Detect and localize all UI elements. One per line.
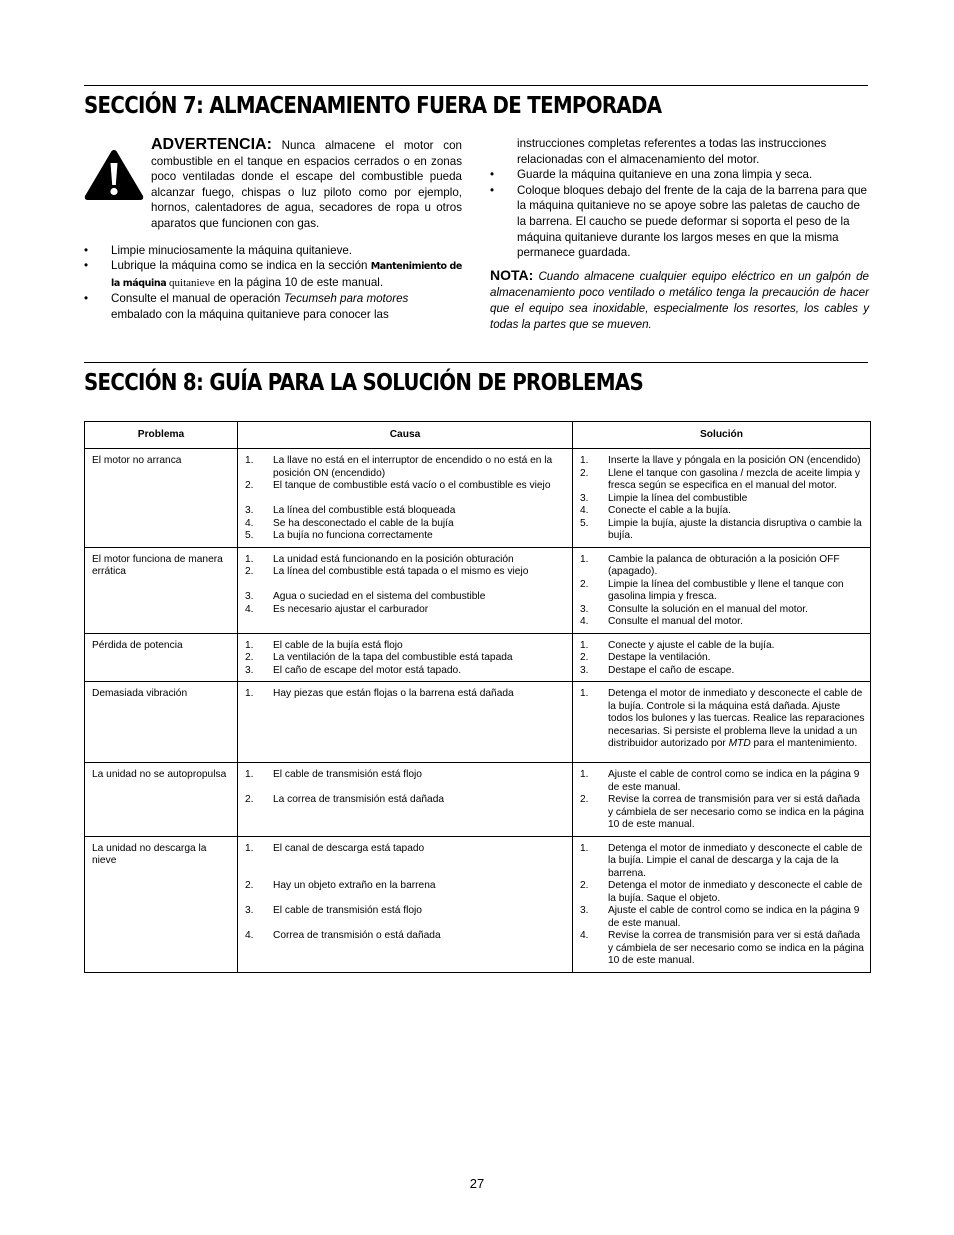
warning-block: [84, 137, 462, 232]
section7-right-column: [490, 136, 869, 333]
table-row: [85, 449, 871, 548]
bullet-manual: • Consulte el manual de operación Tecumseh para motores embalado con la máquina quitanieve para conocer las: [84, 291, 462, 322]
problem-cell: La unidad no se autopropulsa: [85, 763, 238, 837]
warning-text: Nunca almacene el motor con combustible en el tanque en espacios cerrados o en zonas poco ventiladas donde el escape del combustible pueda alcanzar fuego, chispas o luz piloto como por ejemplo, hornos, calentadores de agua, secadores de ropa u otros aparatos que funcionen con gas.: [151, 139, 462, 230]
problem-cell: Pérdida de potencia: [85, 633, 238, 682]
solution-cell: 1. Conecte y ajuste el cable de la bujía. 2. Destape la ventilación. 3. Destape el caño de escape.: [573, 633, 871, 682]
problem-cell: Demasiada vibración: [85, 682, 238, 763]
bullet-store-clean: • Guarde la máquina quitanieve en una zona limpia y seca.: [490, 167, 869, 183]
cause-cell: 1. Hay piezas que están flojas o la barrena está dañada: [238, 682, 573, 763]
table-row: [85, 633, 871, 682]
table-row: [85, 547, 871, 633]
table-header-row: [85, 422, 871, 449]
note-text: Cuando almacene cualquier equipo eléctrico en un galpón de almacenamiento poco ventilado o metálico tenga la precaución de hacer que el equipo sea inoxidable, especialmente los resortes, los cables y todas la partes que se mueven.: [490, 269, 869, 331]
bullet-blocks: • Coloque bloques debajo del frente de la caja de la barrena para que la máquina quitanieve no se apoye sobre las paletas de caucho de la barrena. El caucho se puede deformar si soporta el peso de la máquina quitanieve durante los largos meses en que la misma permanece guardada.: [490, 183, 869, 261]
solution-cell: 1. Detenga el motor de inmediato y desconecte el cable de la bujía. Limpie el canal de descarga y la caja de la barrena. 2. Detenga el motor de inmediato y desconecte el cable de la bujía. Saque el objeto. 3. Ajuste el cable de control como se indica en la página 9 de este manual. 4. Revise la correa de transmisión para ver si está dañada y cámbiela de ser necesario como se indica en la página 10 de este manual.: [573, 836, 871, 972]
bullet-clean: • Limpie minuciosamente la máquina quitanieve.: [84, 243, 462, 259]
troubleshooting-table: [84, 421, 871, 973]
solution-cell: 1. Detenga el motor de inmediato y desconecte el cable de la bujía. Controle si la máquina está dañada. Ajuste todos los bulones y las tuercas. Realice las reparaciones necesarias. Si persiste el problema lleve la unidad a un distribuidor autorizado por MTD para el mantenimiento.: [573, 682, 871, 763]
bullet3-continuation: instrucciones completas referentes a todas las instrucciones relacionadas con el almacenamiento del motor.: [517, 137, 827, 166]
maintenance-section-ref: Mantenimiento de la máquina: [111, 261, 462, 289]
header-solution: Solución: [573, 422, 871, 449]
warning-label: ADVERTENCIA:: [151, 136, 272, 153]
section7-rule: [84, 85, 868, 86]
solution-cell: 1. Ajuste el cable de control como se indica en la página 9 de este manual. 2. Revise la correa de transmisión para ver si está dañada y cámbiela de ser necesario como se indica en la página 10 de este manual.: [573, 763, 871, 837]
warning-triangle-icon: [84, 149, 144, 201]
bullet-lubricate: • Lubrique la máquina como se indica en la sección Mantenimiento de la máquina quitanieve en la página 10 de este manual.: [84, 258, 462, 291]
storage-steps-list: [84, 243, 462, 323]
page-number: 27: [469, 1176, 485, 1191]
section7-title: SECCIÓN 7: ALMACENAMIENTO FUERA DE TEMPORADA: [84, 93, 662, 119]
cause-cell: 1. El canal de descarga está tapado 2. Hay un objeto extraño en la barrena 3. El cable de transmisión está flojo 4. Correa de transmisión o está dañada: [238, 836, 573, 972]
problem-cell: El motor no arranca: [85, 449, 238, 548]
solution-cell: 1. Cambie la palanca de obturación a la posición OFF (apagado). 2. Limpie la línea del combustible y llene el tanque con gasolina limpia y fresca. 3. Consulte la solución en el manual del motor. 4. Consulte el manual del motor.: [573, 547, 871, 633]
section7-left-column: [84, 137, 462, 323]
header-problem: Problema: [85, 422, 238, 449]
problem-cell: El motor funciona de manera errática: [85, 547, 238, 633]
table-row: [85, 763, 871, 837]
cause-cell: 1. La llave no está en el interruptor de encendido o no está en la posición ON (encendido) 2. El tanque de combustible está vacío o el combustible es viejo 3. La línea del combustible está bloqueada 4. Se ha desconectado el cable de la bujía 5. La bujía no funciona correctamente: [238, 449, 573, 548]
note-block: [490, 267, 869, 333]
section8-title: SECCIÓN 8: GUÍA PARA LA SOLUCIÓN DE PROBLEMAS: [84, 370, 644, 396]
problem-cell: La unidad no descarga la nieve: [85, 836, 238, 972]
cause-cell: 1. La unidad está funcionando en la posición obturación 2. La línea del combustible está tapada o el mismo es viejo 3. Agua o suciedad en el sistema del combustible 4. Es necesario ajustar el carburador: [238, 547, 573, 633]
header-cause: Causa: [238, 422, 573, 449]
solution-cell: 1. Inserte la llave y póngala en la posición ON (encendido) 2. Llene el tanque con gasolina / mezcla de aceite limpia y fresca según se especifica en el manual del motor. 3. Limpie la línea del combustible 4. Conecte el cable a la bujía. 5. Limpie la bujía, ajuste la distancia disruptiva o cambie la bujía.: [573, 449, 871, 548]
table-row: [85, 836, 871, 972]
note-label: NOTA:: [490, 266, 534, 283]
cause-cell: 1. El cable de la bujía está flojo 2. La ventilación de la tapa del combustible está tapada 3. El caño de escape del motor está tapado.: [238, 633, 573, 682]
storage-steps-list-continued: [490, 167, 869, 261]
section8-rule: [84, 362, 868, 363]
table-row: [85, 682, 871, 763]
cause-cell: 1. El cable de transmisión está flojo 2. La correa de transmisión está dañada: [238, 763, 573, 837]
